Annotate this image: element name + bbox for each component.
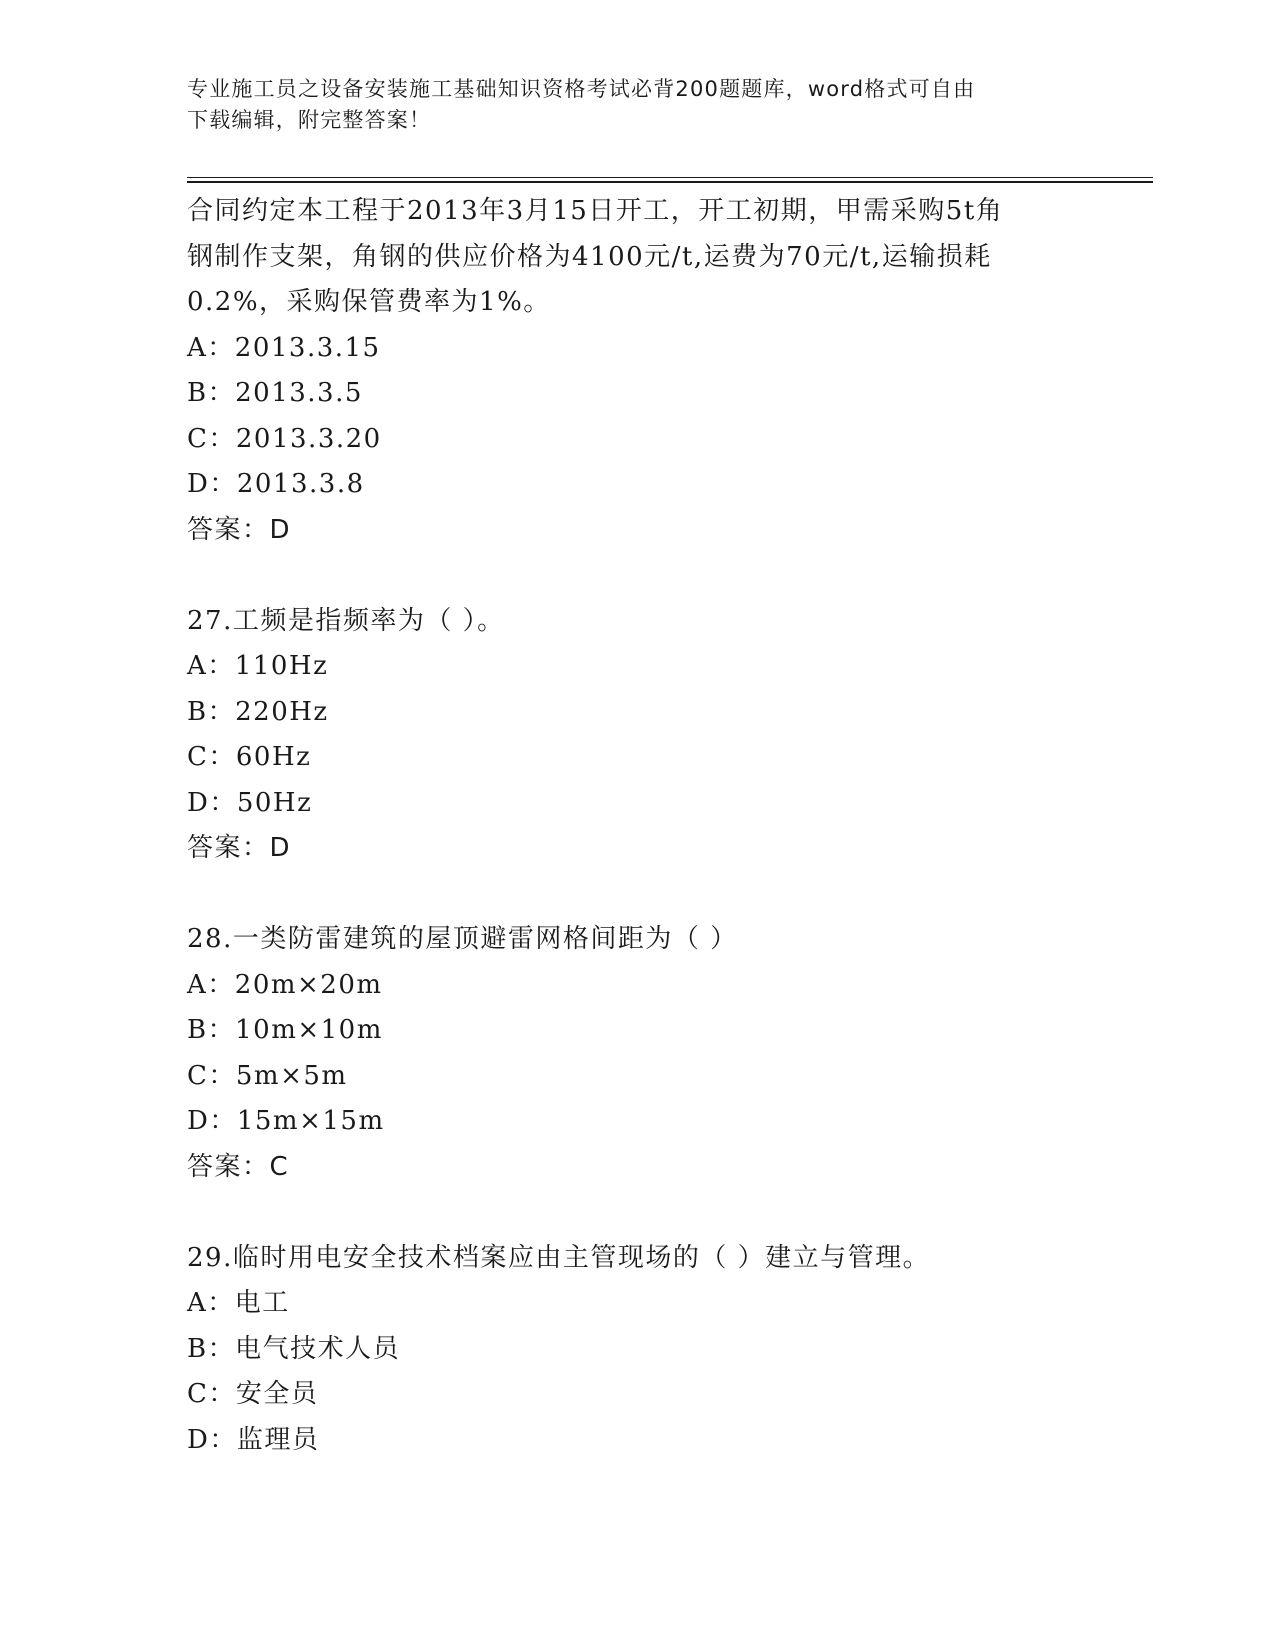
option-a: A：电工 — [187, 1288, 290, 1318]
question-27 — [187, 599, 1153, 872]
question-28 — [187, 917, 1153, 1190]
header-divider-thin — [187, 177, 1153, 178]
document-header — [187, 74, 1067, 136]
option-a: A：110Hz — [187, 651, 329, 681]
header-line-2: 下载编辑，附完整答案！ — [187, 108, 432, 132]
answer-line: 答案：C — [187, 1151, 290, 1182]
question-26-continued — [187, 189, 1153, 553]
question-stem: 27.工频是指频率为（ ）。 — [187, 605, 505, 636]
option-d: D：2013.3.8 — [187, 469, 365, 499]
question-29 — [187, 1236, 1153, 1464]
header-line-1: 专业施工员之设备安装施工基础知识资格考试必背200题题库，word格式可自由 — [187, 77, 976, 101]
header-divider-thick — [187, 181, 1153, 183]
answer-line: 答案：D — [187, 514, 292, 545]
option-c: C：5m×5m — [187, 1060, 348, 1091]
option-c: C：60Hz — [187, 742, 312, 772]
option-b: B：10m×10m — [187, 1015, 383, 1045]
option-d: D：15m×15m — [187, 1106, 385, 1136]
answer-line: 答案：D — [187, 833, 292, 863]
option-a: A：2013.3.15 — [187, 332, 381, 363]
question-stem-line: 合同约定本工程于2013年3月15日开工，开工初期，甲需采购5t角 — [187, 196, 1004, 226]
question-stem: 29.临时用电安全技术档案应由主管现场的（ ）建立与管理。 — [187, 1242, 931, 1273]
option-b: B：220Hz — [187, 696, 329, 727]
option-d: D：监理员 — [187, 1424, 320, 1455]
question-stem-line: 钢制作支架，角钢的供应价格为4100元/t,运费为70元/t,运输损耗 — [187, 241, 992, 272]
option-d: D：50Hz — [187, 787, 313, 818]
option-b: B：2013.3.5 — [187, 378, 363, 408]
option-a: A：20m×20m — [187, 969, 383, 1000]
question-stem: 28.一类防雷建筑的屋顶避雷网格间距为（ ） — [187, 924, 738, 954]
option-c: C：2013.3.20 — [187, 423, 382, 454]
question-list — [187, 189, 1153, 1463]
option-c: C：安全员 — [187, 1379, 319, 1409]
option-b: B：电气技术人员 — [187, 1333, 401, 1364]
question-stem-line: 0.2%，采购保管费率为1%。 — [187, 287, 551, 317]
